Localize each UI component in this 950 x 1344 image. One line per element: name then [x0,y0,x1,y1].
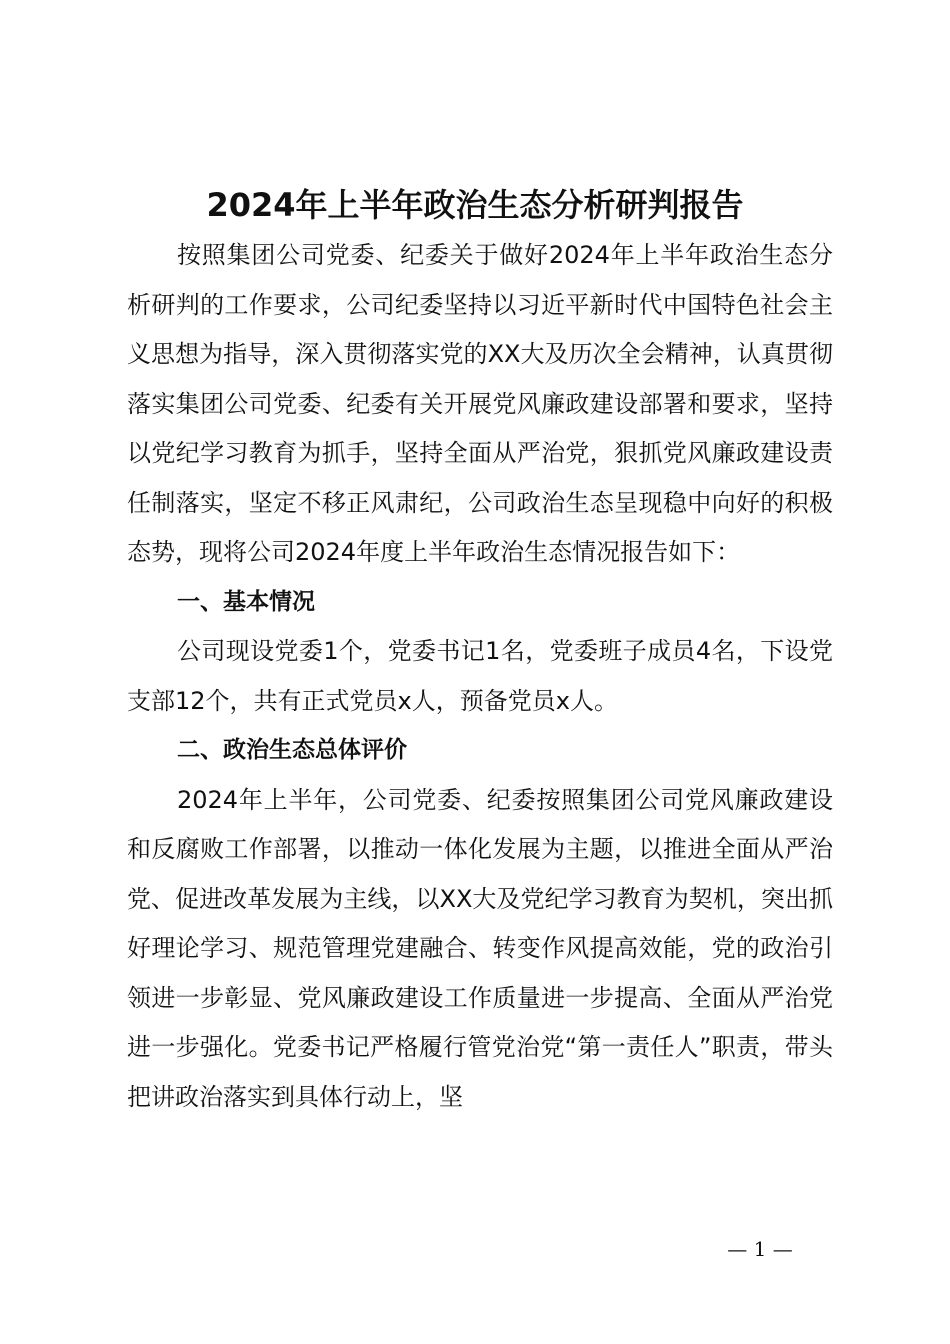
page-number: — 1 — [727,1237,793,1261]
document-body [127,231,833,1122]
section-heading-basic-info: 一、基本情况 [177,588,315,615]
overall-evaluation-paragraph: 2024年上半年，公司党委、纪委按照集团公司党风廉政建设和反腐败工作部署，以推动一体化发展为主题，以推进全面从严治党、促进改革发展为主线，以XX大及党纪学习教育为契机，突出抓好理论学习、规范管理党建融合、转变作风提高效能，党的政治引领进一步彰显、党风廉政建设工作质量进一步提高、全面从严治党进一步强化。党委书记严格履行管党治党“第一责任人”职责，带头把讲政治落实到具体行动上，坚 [127,785,833,1111]
basic-info-paragraph: 公司现设党委1个，党委书记1名，党委班子成员4名，下设党支部12个，共有正式党员x人，预备党员x人。 [127,637,833,715]
section-heading-overall-evaluation: 二、政治生态总体评价 [177,737,407,763]
intro-paragraph: 按照集团公司党委、纪委关于做好2024年上半年政治生态分析研判的工作要求，公司纪委坚持以习近平新时代中国特色社会主义思想为指导，深入贯彻落实党的XX大及历次全会精神，认真贯彻落实集团公司党委、纪委有关开展党风廉政建设部署和要求，坚持以党纪学习教育为抓手，坚持全面从严治党，狠抓党风廉政建设责任制落实，坚定不移正风肃纪，公司政治生态呈现稳中向好的积极态势，现将公司2024年度上半年政治生态情况报告如下： [127,241,833,566]
document-title: 2024年上半年政治生态分析研判报告 [206,186,744,224]
